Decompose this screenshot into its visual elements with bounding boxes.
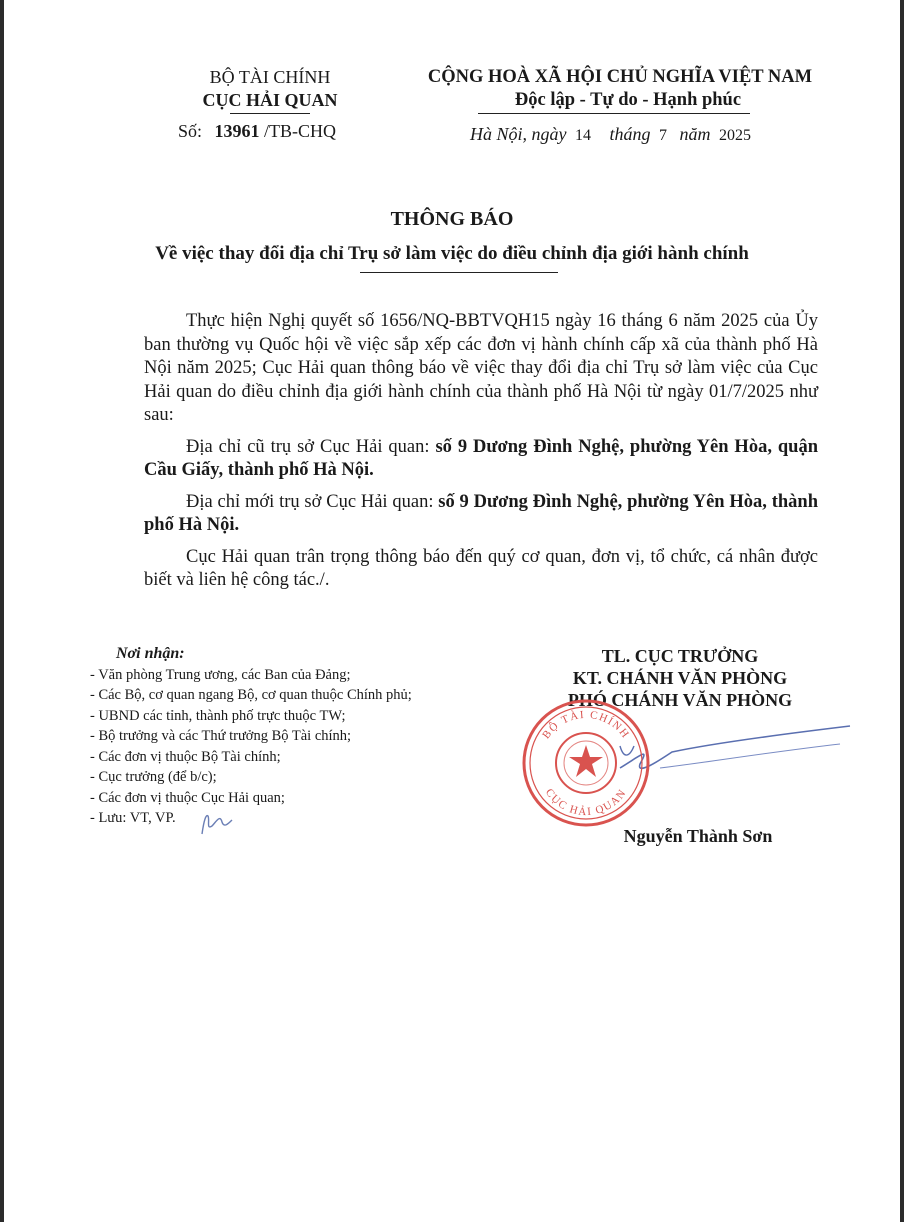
number-label: Số: — [178, 121, 203, 141]
recipient-item: - UBND các tỉnh, thành phố trực thuộc TW; — [90, 707, 346, 724]
date-month: 7 — [659, 127, 668, 144]
new-address-paragraph — [144, 491, 818, 538]
signature-line-2: KT. CHÁNH VĂN PHÒNG — [572, 668, 788, 688]
nation-title: CỘNG HOÀ XÃ HỘI CHỦ NGHĨA VIỆT NAM — [427, 67, 813, 87]
date-line — [470, 124, 751, 145]
recipient-item: - Các Bộ, cơ quan ngang Bộ, cơ quan thuộc Chính phủ; — [90, 687, 412, 703]
document-title: THÔNG BÁO — [390, 208, 514, 230]
svg-text:CỤC HẢI QUAN: CỤC HẢI QUAN — [542, 786, 630, 819]
signature-line-3: PHÓ CHÁNH VĂN PHÒNG — [567, 690, 793, 710]
new-address-value: số 9 Dương Đình Nghệ, phường Yên Hòa, thành phố Hà Nội. — [144, 491, 818, 535]
intro-paragraph: Thực hiện Nghị quyết số 1656/NQ-BBTVQH15 ngày 16 tháng 6 năm 2025 của Ủy ban thường vụ Quốc hội về việc sắp xếp các đơn vị hành chính cấp xã của thành phố Hà Nội năm 2025; Cục Hải quan thông báo về việc thay đổi địa chỉ Trụ sở làm việc của Cục Hải quan do điều chỉnh địa giới hành chính của thành phố Hà Nội từ ngày 01/7/2025 như sau: — [144, 311, 818, 425]
nation-block — [408, 66, 832, 112]
right-border — [900, 0, 904, 1222]
document-number — [178, 121, 336, 142]
motto-underline — [478, 113, 750, 114]
recipient-item: - Các đơn vị thuộc Bộ Tài chính; — [90, 748, 281, 765]
recipient-item: - Văn phòng Trung ương, các Ban của Đảng; — [90, 666, 351, 683]
recipients-block — [90, 644, 510, 829]
old-address-value: số 9 Dương Đình Nghệ, phường Yên Hòa, quận Cầu Giấy, thành phố Hà Nội. — [144, 436, 818, 480]
left-border — [0, 0, 4, 1222]
old-address-label: Địa chỉ cũ trụ sở Cục Hải quan: — [186, 436, 436, 457]
date-place: Hà Nội, ngày — [470, 124, 567, 144]
signature-line-1: TL. CỤC TRƯỞNG — [601, 646, 759, 666]
recipient-item: - Các đơn vị thuộc Cục Hải quan; — [90, 789, 285, 806]
department-underline — [230, 113, 310, 114]
svg-text:BỘ TÀI CHÍNH: BỘ TÀI CHÍNH — [540, 708, 632, 742]
issuer-block — [150, 66, 390, 112]
subtitle-underline — [360, 272, 558, 273]
old-address-paragraph — [144, 436, 818, 483]
signer-name: Nguyễn Thành Sơn — [623, 826, 773, 846]
document-subtitle: Về việc thay đổi địa chỉ Trụ sở làm việc do điều chỉnh địa giới hành chính — [155, 243, 749, 264]
recipient-item: - Lưu: VT, VP. — [90, 810, 176, 826]
recipients-heading: Nơi nhận: — [116, 645, 185, 662]
recipient-item: - Bộ trưởng và các Thứ trưởng Bộ Tài chính; — [90, 728, 352, 744]
date-year: 2025 — [719, 127, 752, 144]
notice-body — [144, 310, 818, 601]
date-year-label: năm — [679, 124, 711, 144]
official-seal — [521, 698, 651, 828]
motto: Độc lập - Tự do - Hạnh phúc — [514, 90, 742, 110]
new-address-label: Địa chỉ mới trụ sở Cục Hải quan: — [186, 491, 439, 512]
closing-paragraph: Cục Hải quan trân trọng thông báo đến quý cơ quan, đơn vị, tổ chức, cá nhân được biết và liên hệ công tác./. — [144, 546, 818, 590]
department-name: CỤC HẢI QUAN — [202, 90, 338, 110]
date-month-label: tháng — [609, 124, 651, 144]
number-value: 13961 — [214, 121, 260, 141]
recipient-item: - Cục trưởng (để b/c); — [90, 769, 217, 785]
ministry-name: BỘ TÀI CHÍNH — [209, 67, 331, 87]
initial-mark — [198, 806, 238, 840]
date-day: 14 — [575, 127, 591, 144]
number-suffix: /TB-CHQ — [264, 121, 337, 141]
